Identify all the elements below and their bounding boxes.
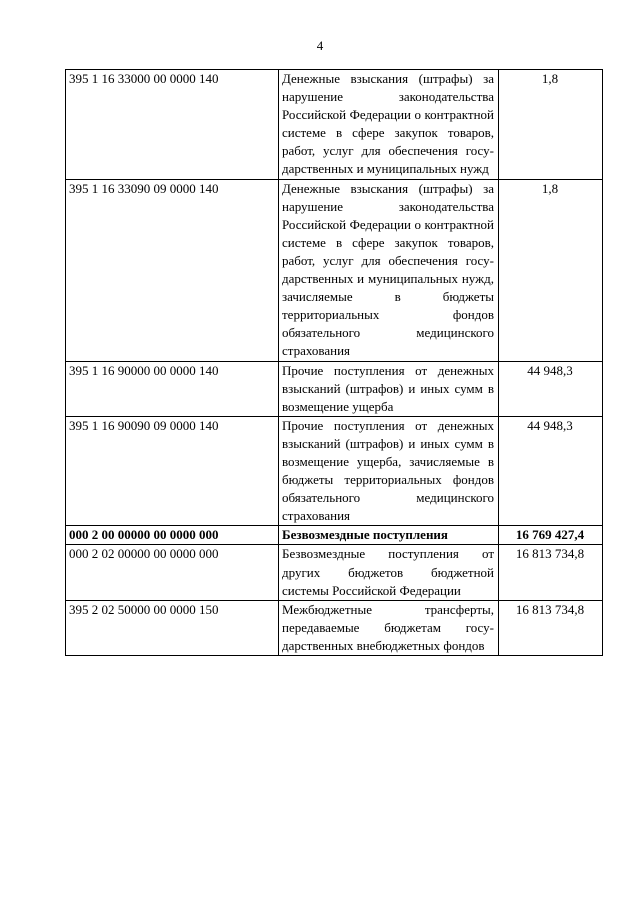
revenue-amount-cell: 16 769 427,4 bbox=[499, 526, 603, 545]
revenue-code-cell: 395 1 16 90000 00 0000 140 bbox=[66, 361, 279, 416]
revenue-code-cell: 000 2 02 00000 00 0000 000 bbox=[66, 545, 279, 600]
revenue-code-cell: 395 2 02 50000 00 0000 150 bbox=[66, 600, 279, 655]
revenue-amount-cell: 16 813 734,8 bbox=[499, 545, 603, 600]
revenue-name-cell: Межбюджетные трансферты, передаваемые бюджетам государственных внебюджетных фондов bbox=[279, 600, 499, 655]
revenue-name-cell: Прочие поступления от денежных взысканий (штрафов) и иных сумм в возмещение ущерба, зачисляемые в бюджеты территориальных фондов обязательного медицинского страхования bbox=[279, 416, 499, 526]
table-row bbox=[66, 600, 603, 655]
revenue-code-cell: 395 1 16 90090 09 0000 140 bbox=[66, 416, 279, 526]
budget-revenue-table bbox=[65, 69, 603, 656]
revenue-code-cell: 395 1 16 33090 09 0000 140 bbox=[66, 179, 279, 361]
revenue-code-cell: 000 2 00 00000 00 0000 000 bbox=[66, 526, 279, 545]
page-number: 4 bbox=[316, 38, 324, 53]
revenue-amount-cell: 44 948,3 bbox=[499, 416, 603, 526]
table-row bbox=[66, 70, 603, 180]
table-row bbox=[66, 179, 603, 361]
revenue-amount-cell: 1,8 bbox=[499, 70, 603, 180]
revenue-name-cell: Безвозмездные поступления от других бюджетов бюджетной системы Российской Федерации bbox=[279, 545, 499, 600]
revenue-name-cell: Прочие поступления от денежных взысканий (штрафов) и иных сумм в возмещение ущерба bbox=[279, 361, 499, 416]
revenue-amount-cell: 16 813 734,8 bbox=[499, 600, 603, 655]
revenue-amount-cell: 1,8 bbox=[499, 179, 603, 361]
table-row bbox=[66, 361, 603, 416]
table-row bbox=[66, 416, 603, 526]
revenue-amount-cell: 44 948,3 bbox=[499, 361, 603, 416]
revenue-name-cell: Безвозмездные поступления bbox=[279, 526, 499, 545]
table-row-total bbox=[66, 526, 603, 545]
revenue-name-cell: Денежные взыскания (штрафы) за нарушение законодательства Российской Федерации о контрактной системе в сфере закупок товаров, работ, услуг для обеспечения государственных и муниципальных нужд bbox=[279, 70, 499, 180]
table-row bbox=[66, 545, 603, 600]
revenue-code-cell: 395 1 16 33000 00 0000 140 bbox=[66, 70, 279, 180]
revenue-name-cell: Денежные взыскания (штрафы) за нарушение законодательства Российской Федерации о контрактной системе в сфере закупок товаров, работ, услуг для обеспечения государственных и муниципальных нужд, зачисляемые в бюджеты территориальных фондов обязательного медицинского страхования bbox=[279, 179, 499, 361]
